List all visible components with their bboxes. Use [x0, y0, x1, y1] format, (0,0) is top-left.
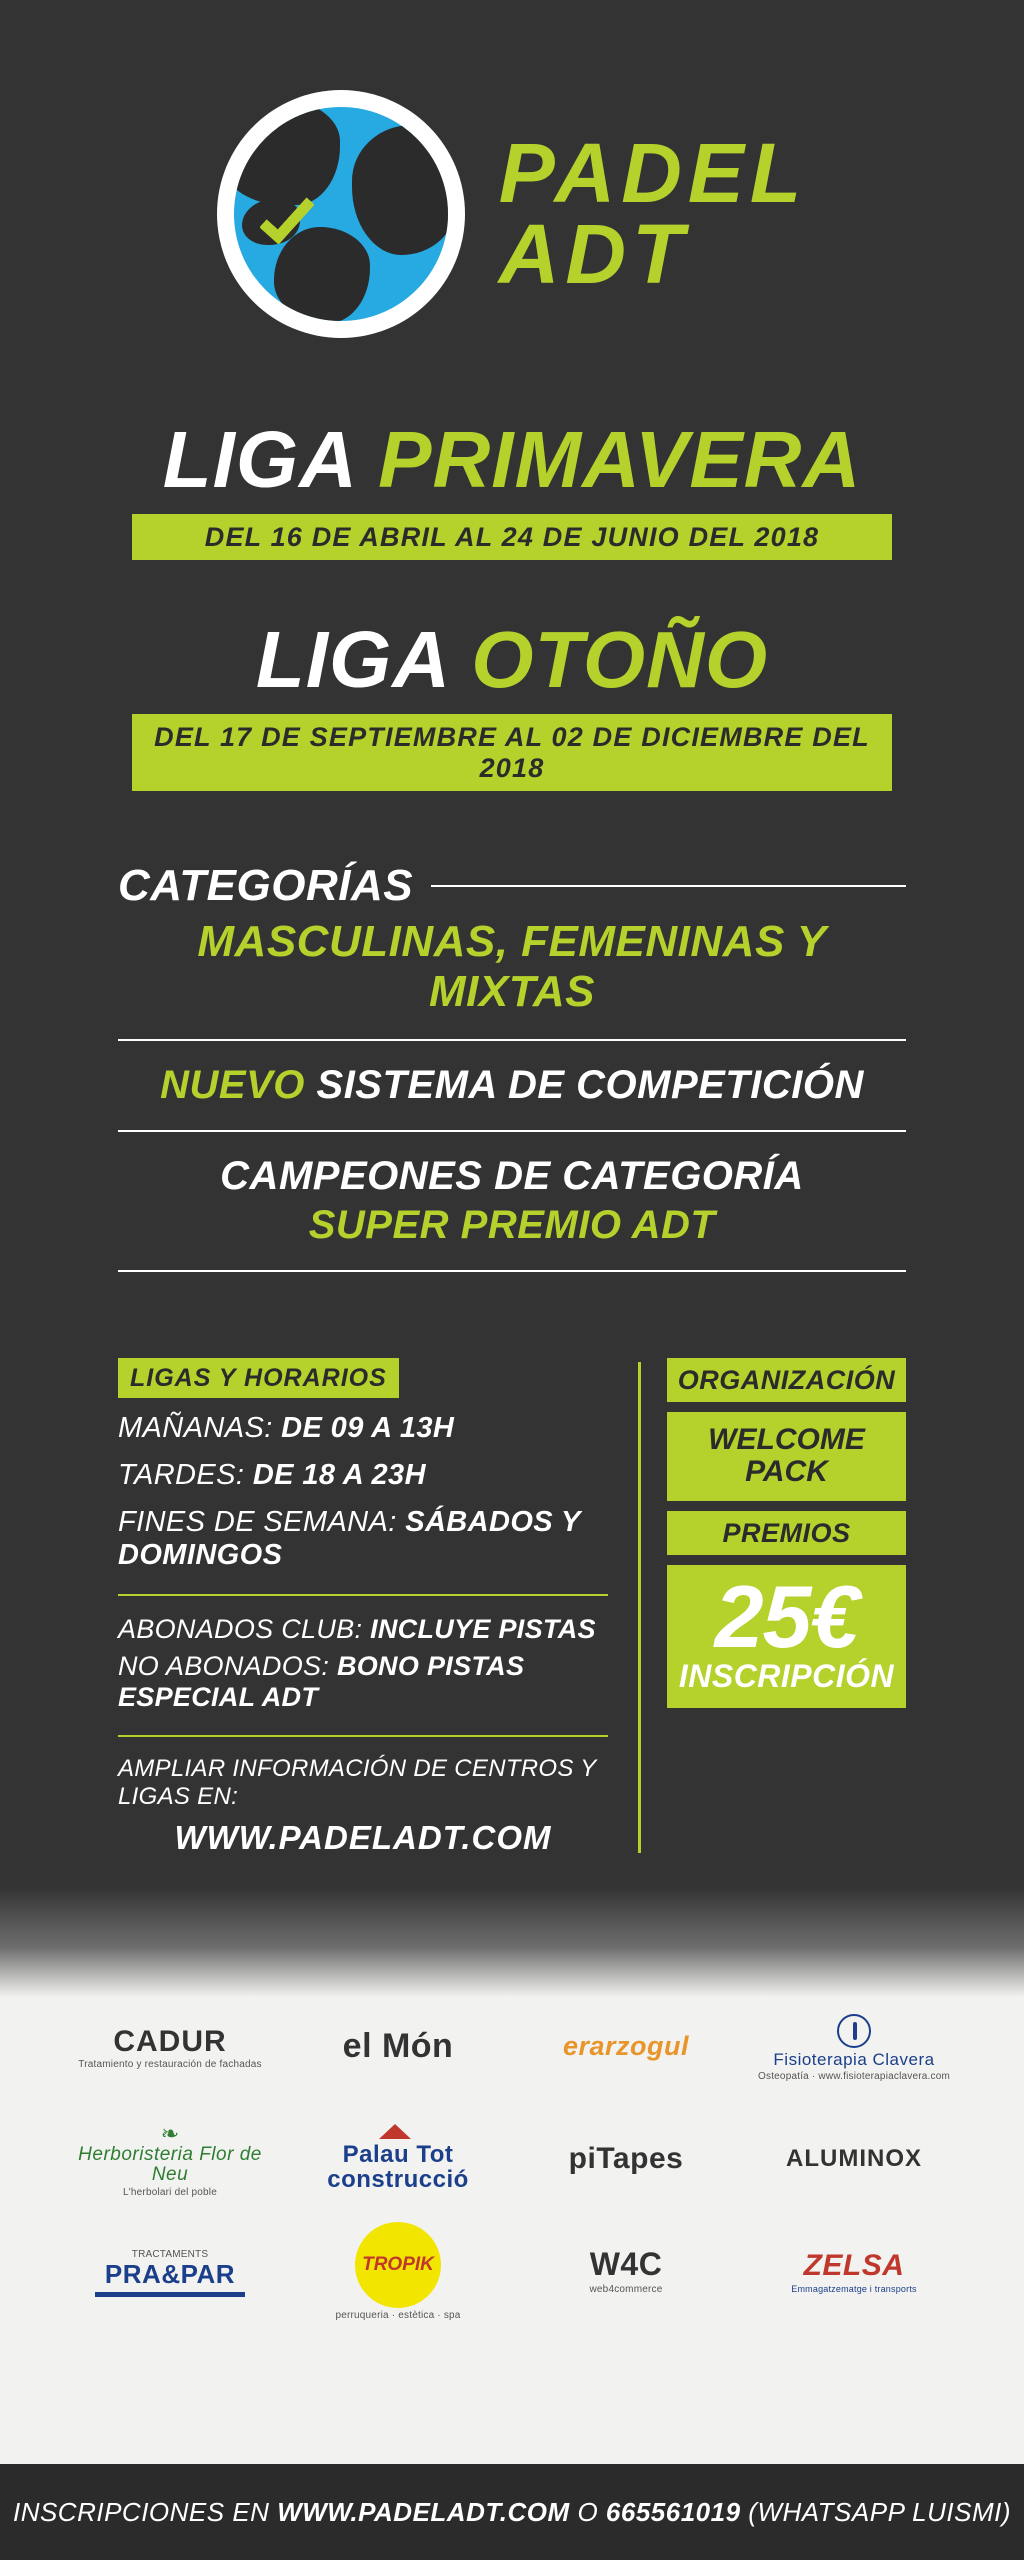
league-autumn-title-accent: OTOÑO — [471, 615, 769, 704]
categories-label: CATEGORÍAS — [118, 861, 414, 910]
sponsor-name: W4C — [589, 2246, 663, 2283]
divider — [118, 1130, 906, 1132]
league-spring — [0, 415, 1024, 560]
house-icon — [379, 2124, 411, 2139]
sponsor-logo — [754, 2146, 954, 2174]
sponsor-logo — [754, 2014, 954, 2082]
sponsor-tagline: TRACTAMENTS — [131, 2249, 209, 2261]
categories-value: MASCULINAS, FEMENINAS Y MIXTAS — [197, 917, 827, 1016]
league-autumn — [0, 615, 1024, 791]
league-spring-title-white: LIGA — [162, 415, 355, 504]
brand-name-line2: ADT — [498, 207, 690, 301]
vertical-divider — [638, 1362, 641, 1853]
sponsor-name: Fisioterapia Clavera — [773, 2049, 935, 2069]
more-info-text: AMPLIAR INFORMACIÓN DE CENTROS Y LIGAS EN: — [118, 1755, 597, 1810]
welcome-pack-line1: WELCOME — [708, 1423, 865, 1456]
champions-prize: SUPER PREMIO ADT — [308, 1203, 716, 1247]
categories-block — [0, 861, 1024, 1294]
welcome-pack-box — [667, 1412, 906, 1501]
sponsor-name: ZELSA — [803, 2249, 905, 2283]
members-row — [118, 1651, 608, 1713]
info-section — [0, 1358, 1024, 1857]
sponsor-name: Palau Tot construcció — [327, 2141, 469, 2194]
price-label: INSCRIPCIÓN — [678, 1657, 895, 1694]
league-autumn-title — [0, 615, 1024, 704]
sponsor-logo — [526, 2032, 726, 2063]
champions-line: CAMPEONES DE CATEGORÍA — [220, 1154, 804, 1198]
divider — [118, 1735, 608, 1737]
schedule-row-value: DE 09 A 13H — [281, 1412, 455, 1444]
sponsor-tagline: Emmagatzematge i transports — [791, 2283, 917, 2294]
sponsor-name: TROPIK — [362, 2254, 434, 2276]
schedule-row-label: TARDES: — [118, 1459, 245, 1491]
prizes-tag: PREMIOS — [667, 1511, 906, 1555]
schedule-row-value: DE 18 A 23H — [252, 1459, 426, 1491]
schedule-row — [118, 1459, 608, 1492]
leaf-icon: ❧ — [160, 2120, 180, 2146]
sponsor-row — [70, 2225, 954, 2322]
gradient-fade — [0, 1887, 1024, 1997]
competition-system-accent: NUEVO — [160, 1063, 305, 1107]
sponsor-name: ALUMINOX — [786, 2144, 922, 2172]
league-autumn-dates: DEL 17 DE SEPTIEMBRE AL 02 DE DICIEMBRE DEL 2018 — [132, 714, 892, 791]
league-spring-title — [0, 415, 1024, 504]
footer-suffix: (WHATSAPP LUISMI) — [748, 2496, 1012, 2527]
competition-system — [118, 1063, 906, 1108]
league-spring-dates: DEL 16 DE ABRIL AL 24 DE JUNIO DEL 2018 — [132, 514, 892, 560]
members-row-label: ABONADOS CLUB: — [118, 1614, 363, 1644]
sponsor-row — [70, 2001, 954, 2095]
sponsor-name: erarzogul — [562, 2031, 690, 2062]
brand-logo — [0, 90, 1024, 338]
sponsor-tagline: L'herbolari del poble — [123, 2186, 217, 2198]
sponsor-logo — [526, 2248, 726, 2295]
divider — [431, 885, 906, 887]
schedule-tag: LIGAS Y HORARIOS — [118, 1358, 399, 1398]
sponsor-logo — [298, 2222, 498, 2322]
price-amount: 25€ — [714, 1566, 859, 1666]
price-box — [667, 1565, 906, 1708]
sponsor-logo — [526, 2143, 726, 2178]
footer-website[interactable]: WWW.PADELADT.COM — [277, 2496, 570, 2527]
schedule-row-label: MAÑANAS: — [118, 1412, 273, 1444]
schedule-column — [118, 1358, 638, 1857]
sponsors-section — [0, 1997, 1024, 2464]
schedule-row-value: SÁBADOS Y DOMINGOS — [118, 1506, 581, 1571]
league-autumn-title-white: LIGA — [255, 615, 448, 704]
sponsor-name: Herboristeria Flor de Neu — [78, 2143, 262, 2185]
divider — [118, 1039, 906, 1041]
sponsor-logo — [70, 2122, 270, 2198]
schedule-row — [118, 1412, 608, 1445]
sponsor-tagline: Tratamiento y restauración de fachadas — [78, 2059, 262, 2070]
brand-name-line1: PADEL — [498, 125, 808, 220]
members-row-value: INCLUYE PISTAS — [370, 1614, 596, 1644]
footer-bar — [0, 2464, 1024, 2560]
website-link[interactable]: WWW.PADELADT.COM — [174, 1819, 552, 1856]
sponsor-tagline: web4commerce — [589, 2284, 663, 2296]
organization-column — [667, 1358, 906, 1857]
sponsor-logo — [754, 2250, 954, 2294]
sponsor-name: piTapes — [568, 2141, 684, 2175]
welcome-pack-line2: PACK — [745, 1455, 828, 1489]
globe-check-icon — [217, 90, 465, 338]
sponsor-logo — [298, 2026, 498, 2068]
members-row-value: BONO PISTAS ESPECIAL ADT — [118, 1651, 525, 1712]
members-row-label: NO ABONADOS: — [118, 1651, 330, 1681]
competition-system-rest: SISTEMA DE COMPETICIÓN — [316, 1063, 864, 1107]
sponsor-row — [70, 2113, 954, 2207]
sponsor-logo — [298, 2124, 498, 2195]
sponsor-name: el Món — [342, 2026, 454, 2065]
divider — [118, 1594, 608, 1596]
sponsor-logo — [70, 2247, 270, 2297]
members-row — [118, 1614, 608, 1645]
sponsor-tagline: perruqueria · estètica · spa — [335, 2310, 461, 2322]
schedule-row-label: FINES DE SEMANA: — [118, 1506, 397, 1538]
footer-middle: O — [577, 2496, 599, 2527]
sponsor-logo — [70, 2026, 270, 2071]
footer-phone[interactable]: 665561019 — [605, 2496, 741, 2527]
ball-icon — [355, 2222, 441, 2308]
brand-wordmark — [498, 125, 808, 301]
schedule-row — [118, 1506, 608, 1572]
footer-prefix: INSCRIPCIONES EN — [12, 2496, 270, 2527]
divider — [118, 1270, 906, 1272]
fisio-icon — [837, 2014, 871, 2048]
underline-bar — [95, 2292, 245, 2297]
organization-tag: ORGANIZACIÓN — [667, 1358, 906, 1402]
league-spring-title-accent: PRIMAVERA — [378, 415, 862, 504]
sponsor-name: CADUR — [113, 2024, 227, 2058]
sponsor-name: PRA&PAR — [104, 2258, 236, 2289]
sponsor-tagline: Osteopatía · www.fisioterapiaclavera.com — [758, 2070, 950, 2082]
